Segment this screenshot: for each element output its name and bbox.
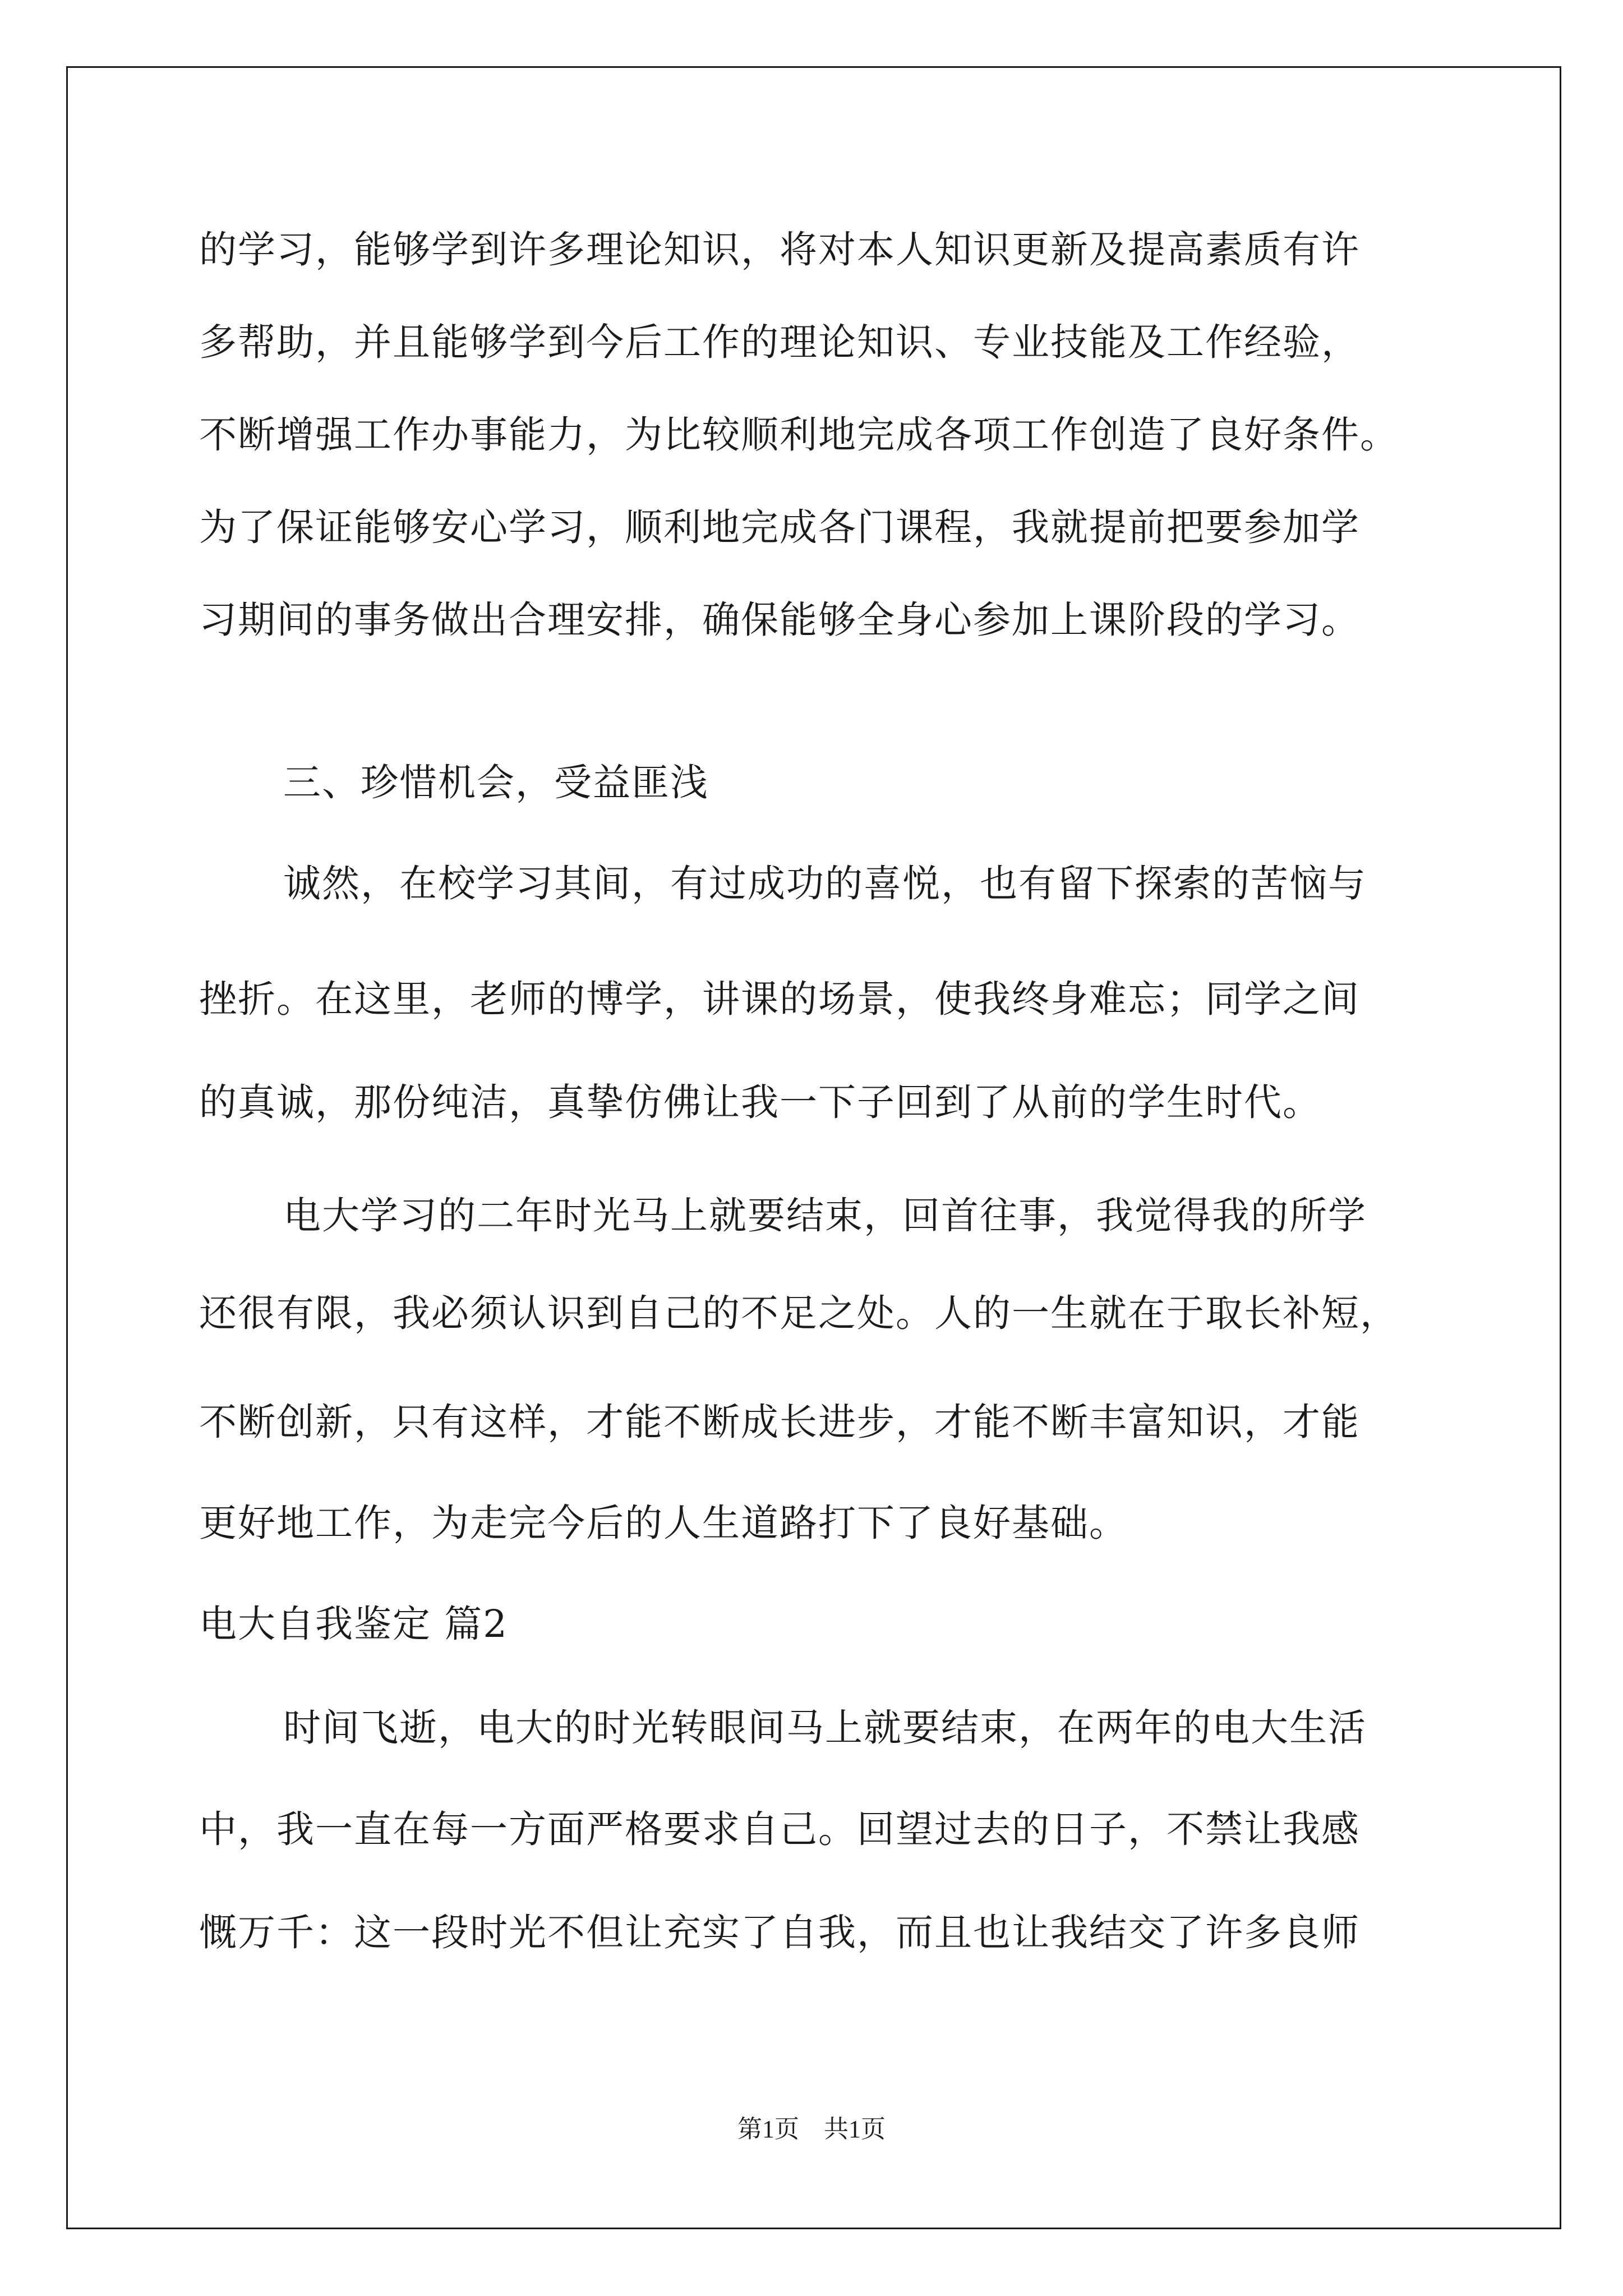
paragraph-line: 多帮助，并且能够学到今后工作的理论知识、专业技能及工作经验， (199, 320, 1360, 364)
paragraph-line: 的真诚，那份纯洁，真挚仿佛让我一下子回到了从前的学生时代。 (199, 1080, 1321, 1124)
paragraph-line: 挫折。在这里，老师的博学，讲课的场景，使我终身难忘；同学之间 (199, 977, 1360, 1021)
paragraph-line: 还很有限，我必须认识到自己的不足之处。人的一生就在于取长补短， (199, 1291, 1399, 1335)
paragraph-line: 更好地工作，为走完今后的人生道路打下了良好基础。 (199, 1501, 1128, 1545)
paragraph-line: 时间飞逝，电大的时光转眼间马上就要结束，在两年的电大生活 (283, 1706, 1367, 1750)
section-title: 电大自我鉴定 篇2 (199, 1602, 508, 1646)
page-frame (66, 66, 1561, 2229)
paragraph-line: 中，我一直在每一方面严格要求自己。回望过去的日子，不禁让我感 (199, 1807, 1360, 1851)
paragraph-line: 诚然，在校学习其间，有过成功的喜悦，也有留下探索的苦恼与 (283, 862, 1367, 905)
paragraph-line: 慨万千：这一段时光不但让充实了自我，而且也让我结交了许多良师 (199, 1911, 1360, 1954)
page-footer: 第1页 共1页 (737, 2115, 886, 2143)
paragraph-line: 习期间的事务做出合理安排，确保能够全身心参加上课阶段的学习。 (199, 598, 1360, 642)
paragraph-line: 为了保证能够安心学习，顺利地完成各门课程，我就提前把要参加学 (199, 505, 1360, 549)
paragraph-line: 不断增强工作办事能力，为比较顺利地完成各项工作创造了良好条件。 (199, 413, 1399, 457)
paragraph-line: 不断创新，只有这样，才能不断成长进步，才能不断丰富知识，才能 (199, 1400, 1360, 1444)
paragraph-line: 电大学习的二年时光马上就要结束，回首往事，我觉得我的所学 (283, 1194, 1367, 1237)
section-heading: 三、珍惜机会，受益匪浅 (283, 761, 709, 804)
paragraph-line: 的学习，能够学到许多理论知识，将对本人知识更新及提高素质有许 (199, 228, 1360, 272)
